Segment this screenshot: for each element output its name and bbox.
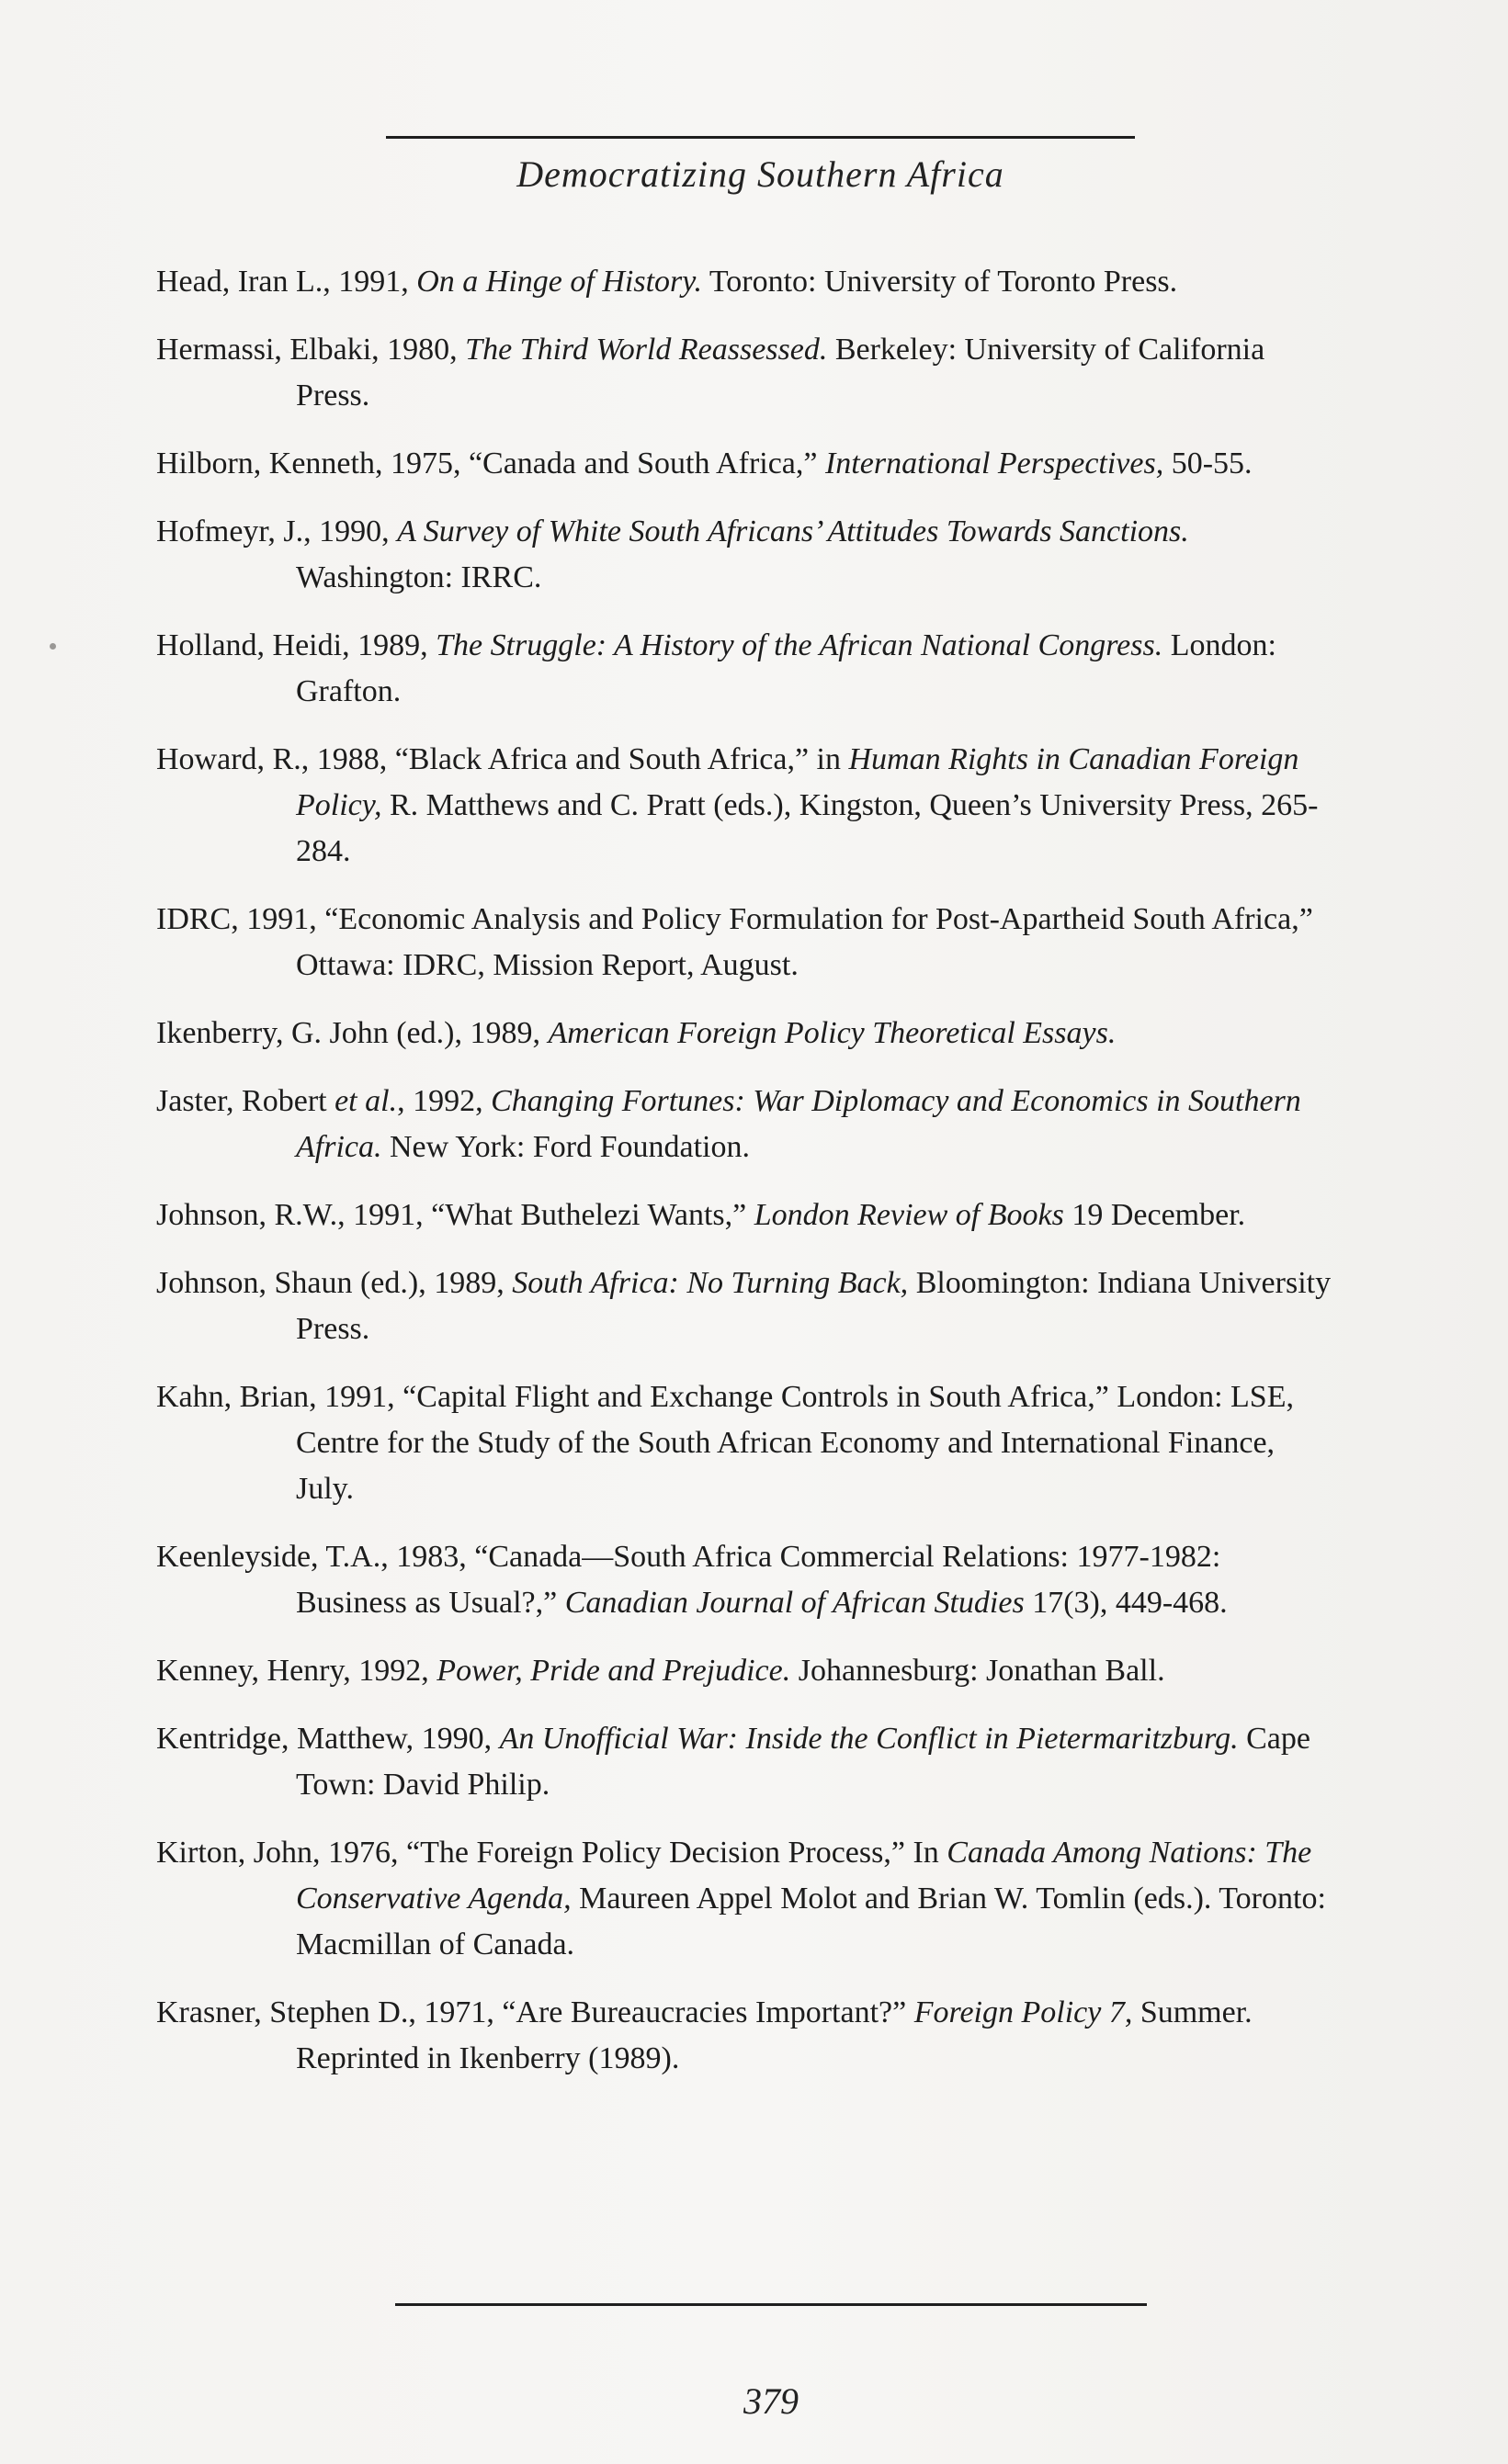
paper-speck xyxy=(50,643,56,650)
reference-entry: Ikenberry, G. John (ed.), 1989, American Foreign Policy Theoretical Essays. xyxy=(156,1016,1117,1050)
reference-entry: Kirton, John, 1976, “The Foreign Policy Decision Process,” In Canada Among Nations: The Conservative Agenda, Maureen Appel Molot and Brian W. Tomlin (eds.). Toronto: Macmillan of Canada. xyxy=(156,1836,1326,1961)
reference-list xyxy=(156,259,1332,2104)
reference-entry: Keenleyside, T.A., 1983, “Canada—South Africa Commercial Relations: 1977-1982: Business as Usual?,” Canadian Journal of African Studies 17(3), 449-468. xyxy=(156,1540,1228,1620)
page-number: 379 xyxy=(743,2380,799,2422)
reference-entry: Howard, R., 1988, “Black Africa and South Africa,” in Human Rights in Canadian Foreign Policy, R. Matthews and C. Pratt (eds.), Kingston, Queen’s University Press, 265-284. xyxy=(156,742,1319,868)
reference-entry: Head, Iran L., 1991, On a Hinge of History. Toronto: University of Toronto Press. xyxy=(156,265,1178,299)
reference-entry: Hermassi, Elbaki, 1980, The Third World Reassessed. Berkeley: University of California Press. xyxy=(156,333,1265,413)
reference-entry: Kahn, Brian, 1991, “Capital Flight and Exchange Controls in South Africa,” London: LSE, Centre for the Study of the South African Economy and International Finance, July. xyxy=(156,1380,1294,1506)
reference-entry: Johnson, R.W., 1991, “What Buthelezi Wants,” London Review of Books 19 December. xyxy=(156,1198,1246,1232)
reference-entry: Hilborn, Kenneth, 1975, “Canada and South Africa,” International Perspectives, 50-55. xyxy=(156,446,1253,480)
reference-entry: Krasner, Stephen D., 1971, “Are Bureaucracies Important?” Foreign Policy 7, Summer. Reprinted in Ikenberry (1989). xyxy=(156,1995,1253,2075)
header-rule xyxy=(386,136,1135,139)
reference-entry: Jaster, Robert et al., 1992, Changing Fortunes: War Diplomacy and Economics in Southern Africa. New York: Ford Foundation. xyxy=(156,1084,1301,1164)
reference-entry: Hofmeyr, J., 1990, A Survey of White South Africans’ Attitudes Towards Sanctions. Washington: IRRC. xyxy=(156,514,1189,594)
reference-entry: Johnson, Shaun (ed.), 1989, South Africa: No Turning Back, Bloomington: Indiana University Press. xyxy=(156,1266,1332,1346)
reference-entry: IDRC, 1991, “Economic Analysis and Policy Formulation for Post-Apartheid South Africa,” Ottawa: IDRC, Mission Report, August. xyxy=(156,902,1313,982)
running-head: Democratizing Southern Africa xyxy=(516,153,1004,195)
footer-rule xyxy=(395,2303,1147,2306)
reference-entry: Kenney, Henry, 1992, Power, Pride and Prejudice. Johannesburg: Jonathan Ball. xyxy=(156,1654,1165,1688)
reference-entry: Kentridge, Matthew, 1990, An Unofficial War: Inside the Conflict in Pietermaritzburg. Cape Town: David Philip. xyxy=(156,1722,1310,1802)
reference-entry: Holland, Heidi, 1989, The Struggle: A History of the African National Congress. London: Grafton. xyxy=(156,628,1276,708)
